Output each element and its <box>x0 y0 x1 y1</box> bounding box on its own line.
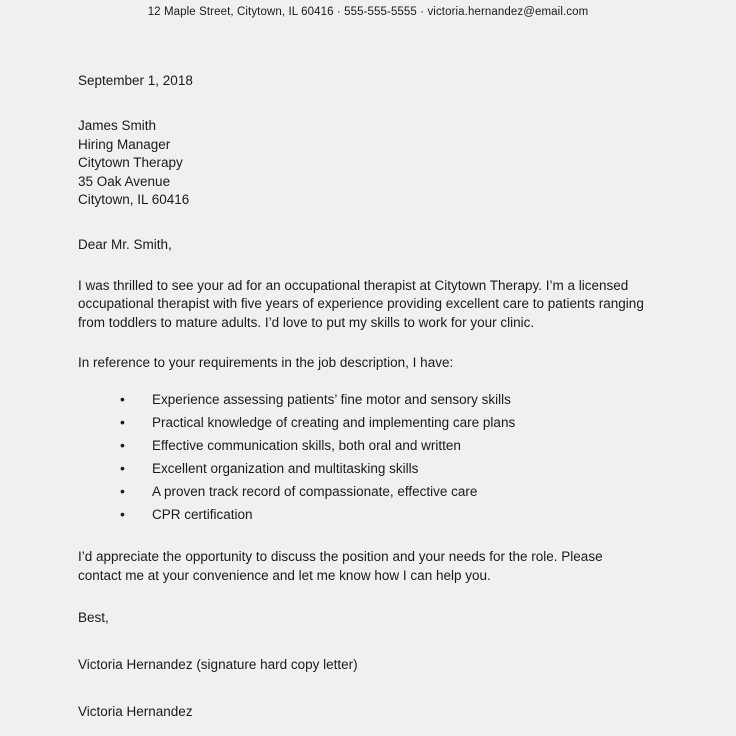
letter-body <box>0 72 736 721</box>
body-paragraph-1: I was thrilled to see your ad for an occupational therapist at Citytown Therapy. I’m a licensed occupational therapist with five years of experience providing excellent care to patients ranging from toddlers to mature adults. I’d love to put my skills to work for your clinic. <box>78 277 644 330</box>
list-item: • Practical knowledge of creating and implementing care plans <box>120 414 658 433</box>
recipient-city-state-zip: Citytown, IL 60416 <box>78 192 190 207</box>
recipient-company: Citytown Therapy <box>78 155 183 170</box>
letter-date: September 1, 2018 <box>78 73 193 88</box>
list-item: • A proven track record of compassionate, effective care <box>120 483 658 502</box>
list-item: • Effective communication skills, both oral and written <box>120 437 658 456</box>
signature-note: Victoria Hernandez (signature hard copy letter) <box>78 657 358 673</box>
salutation: Dear Mr. Smith, <box>78 236 172 252</box>
recipient-address-block <box>78 117 658 210</box>
body-paragraph-2: In reference to your requirements in the job description, I have: <box>78 355 454 371</box>
body-paragraph-3: I’d appreciate the opportunity to discuss the position and your needs for the role. Please contact me at your convenience and let me know how I can help you. <box>78 548 603 583</box>
list-item: • CPR certification <box>120 506 658 525</box>
qualifications-list <box>78 391 658 525</box>
sender-name: Victoria Hernandez <box>78 704 193 720</box>
letterhead-contact-line: 12 Maple Street, Citytown, IL 60416 · 555-555-5555 · victoria.hernandez@email.com <box>147 6 589 18</box>
list-item: • Excellent organization and multitasking skills <box>120 460 658 479</box>
list-item: • Experience assessing patients’ fine motor and sensory skills <box>120 391 658 410</box>
recipient-street: 35 Oak Avenue <box>78 173 171 189</box>
recipient-title: Hiring Manager <box>78 136 171 152</box>
closing-line: Best, <box>78 610 109 626</box>
recipient-name: James Smith <box>78 118 157 133</box>
